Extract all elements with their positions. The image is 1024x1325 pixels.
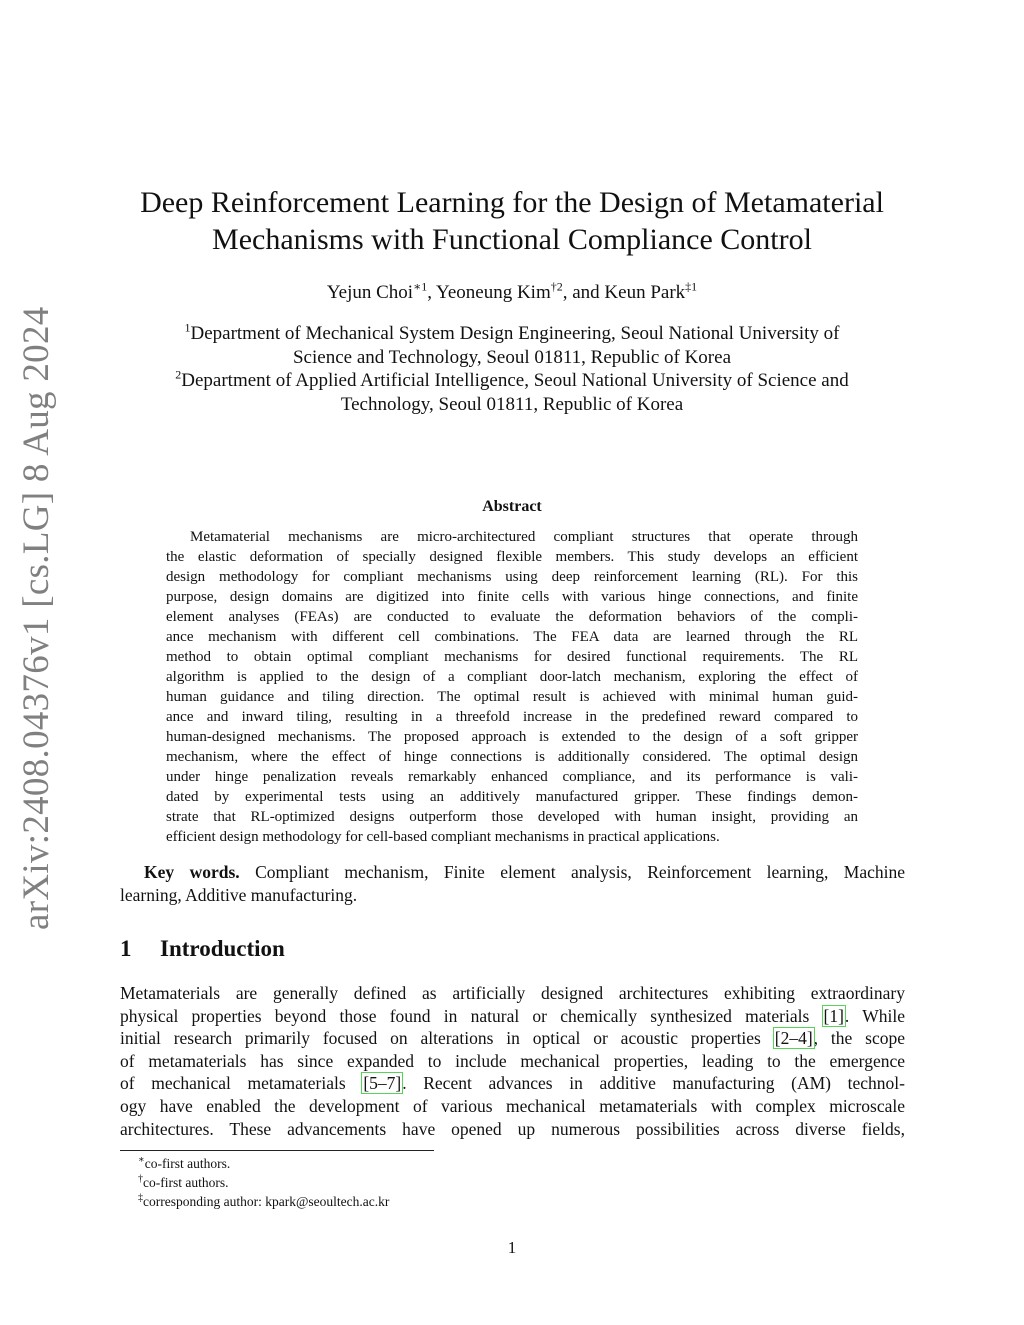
citation-link[interactable]: [2–4] bbox=[774, 1028, 813, 1049]
footnote-mark: ‡ bbox=[138, 1192, 143, 1204]
keywords bbox=[120, 861, 905, 906]
author-list bbox=[0, 279, 1024, 304]
intro-line bbox=[120, 1005, 905, 1028]
intro-line: Metamaterials are generally defined as artificially designed architectures exhibiting extraordinary bbox=[120, 983, 905, 1003]
keywords-line: learning, Additive manufacturing. bbox=[120, 884, 358, 905]
footnote-text: co-first authors. bbox=[143, 1175, 229, 1190]
citation-link[interactable]: [5–7] bbox=[363, 1073, 402, 1094]
intro-text: of mechanical metamaterials bbox=[120, 1073, 363, 1094]
abstract-line: mechanism, where the effect of hinge connections is additionally considered. The optimal design bbox=[166, 749, 858, 765]
section-title: Introduction bbox=[160, 936, 285, 961]
intro-text: , the scope bbox=[813, 1028, 905, 1049]
author-mark: ∗1 bbox=[413, 279, 428, 294]
intro-line bbox=[120, 1027, 905, 1050]
keywords-line bbox=[120, 861, 905, 884]
abstract-heading: Abstract bbox=[482, 498, 542, 515]
abstract-line: under hinge penalization reveals remarkably enhanced compliance, and its performance is vali- bbox=[166, 769, 858, 785]
abstract-line: human-designed mechanisms. The proposed approach is extended to the design of a soft gripper bbox=[166, 729, 858, 745]
intro-line: of metamaterials has since expanded to include mechanical properties, leading to the emergence bbox=[120, 1050, 905, 1071]
affiliations bbox=[0, 322, 1024, 416]
abstract-line: element analyses (FEAs) are conducted to evaluate the deformation behaviors of the compli- bbox=[166, 609, 858, 625]
affiliation-number: 1 bbox=[184, 320, 191, 335]
author-separator: , bbox=[427, 282, 437, 303]
citation-link[interactable]: [1] bbox=[823, 1005, 844, 1026]
abstract-line: strate that RL-optimized designs outperform those developed with human insight, providing an bbox=[166, 809, 858, 825]
affiliation-line bbox=[0, 369, 1024, 393]
affiliation-number: 2 bbox=[175, 367, 182, 382]
title-line: Mechanisms with Functional Compliance Control bbox=[212, 223, 812, 256]
abstract-line: method to obtain optimal compliant mechanisms for desired functional requirements. The RL bbox=[166, 649, 858, 665]
arxiv-identifier: arXiv:2408.04376v1 [cs.LG] 8 Aug 2024 bbox=[16, 306, 57, 930]
footnote-mark: † bbox=[138, 1173, 143, 1185]
author-separator: , and bbox=[562, 282, 605, 303]
affiliation-line: Technology, Seoul 01811, Republic of Korea bbox=[340, 393, 684, 415]
page-number: 1 bbox=[507, 1238, 517, 1257]
affiliation-line bbox=[0, 322, 1024, 346]
abstract-line: Metamaterial mechanisms are micro-architectured compliant structures that operate through bbox=[190, 529, 858, 545]
author-name: Keun Park bbox=[604, 282, 686, 303]
author-name: Yeoneung Kim bbox=[436, 282, 551, 303]
intro-text: . While bbox=[844, 1005, 905, 1026]
abstract-line: the elastic deformation of specially designed flexible members. This study develops an efficient bbox=[166, 549, 858, 565]
intro-text: . Recent advances in additive manufacturing (AM) technol- bbox=[402, 1073, 905, 1094]
author-mark: †2 bbox=[550, 279, 563, 294]
footnote bbox=[120, 1192, 389, 1211]
affiliation-text: Department of Mechanical System Design Engineering, Seoul National University of bbox=[190, 323, 840, 344]
footnote-text: corresponding author: kpark@seoultech.ac.kr bbox=[143, 1194, 390, 1209]
footnote bbox=[120, 1154, 389, 1173]
intro-line: architectures. These advancements have opened up numerous possibilities across diverse fields, bbox=[120, 1118, 905, 1139]
abstract-body bbox=[166, 527, 858, 847]
section-number: 1 bbox=[120, 936, 132, 961]
abstract-line: ance mechanism with different cell combinations. The FEA data are learned through the RL bbox=[166, 629, 858, 645]
paper-title bbox=[0, 184, 1024, 258]
author-name: Yejun Choi bbox=[326, 282, 414, 303]
affiliation-text: Department of Applied Artificial Intelligence, Seoul National University of Science and bbox=[181, 370, 849, 392]
intro-text: initial research primarily focused on alterations in optical or acoustic properties bbox=[120, 1028, 774, 1049]
footnotes bbox=[120, 1154, 389, 1211]
abstract-line: efficient design methodology for cell-based compliant mechanisms in practical applications. bbox=[166, 829, 720, 845]
intro-text: physical properties beyond those found in natural or chemically synthesized materials bbox=[120, 1005, 823, 1026]
author-mark: ‡1 bbox=[685, 279, 698, 294]
footnote-mark: ∗ bbox=[138, 1154, 145, 1166]
section-heading bbox=[120, 936, 285, 962]
affiliation-line: Science and Technology, Seoul 01811, Republic of Korea bbox=[292, 346, 732, 368]
abstract-line: design methodology for compliant mechanisms using deep reinforcement learning (RL). For this bbox=[166, 569, 858, 585]
abstract-line: algorithm is applied to the design of a compliant door-latch mechanism, exploring the effect of bbox=[166, 669, 858, 685]
abstract-line: ance and inward tiling, resulting in a threefold increase in the predefined reward compared to bbox=[166, 709, 858, 725]
keywords-text: Compliant mechanism, Finite element analysis, Reinforcement learning, Machine bbox=[255, 862, 905, 882]
footnote-text: co-first authors. bbox=[144, 1156, 231, 1171]
abstract-line: human guidance and tiling direction. The optimal result is achieved with minimal human guid- bbox=[166, 689, 858, 705]
abstract-line: purpose, design domains are digitized into finite cells with various hinge connections, and finite bbox=[166, 589, 858, 605]
title-line: Deep Reinforcement Learning for the Design of Metamaterial bbox=[140, 186, 884, 219]
intro-line bbox=[120, 1072, 905, 1095]
keywords-label: Key words. bbox=[144, 862, 240, 882]
footnote bbox=[120, 1173, 389, 1192]
intro-line: ogy have enabled the development of various mechanical metamaterials with complex microscale bbox=[120, 1095, 905, 1116]
intro-paragraph bbox=[120, 982, 905, 1140]
abstract-line: dated by experimental tests using an additively manufactured gripper. These findings demon- bbox=[166, 789, 858, 805]
footnote-rule bbox=[120, 1150, 434, 1151]
